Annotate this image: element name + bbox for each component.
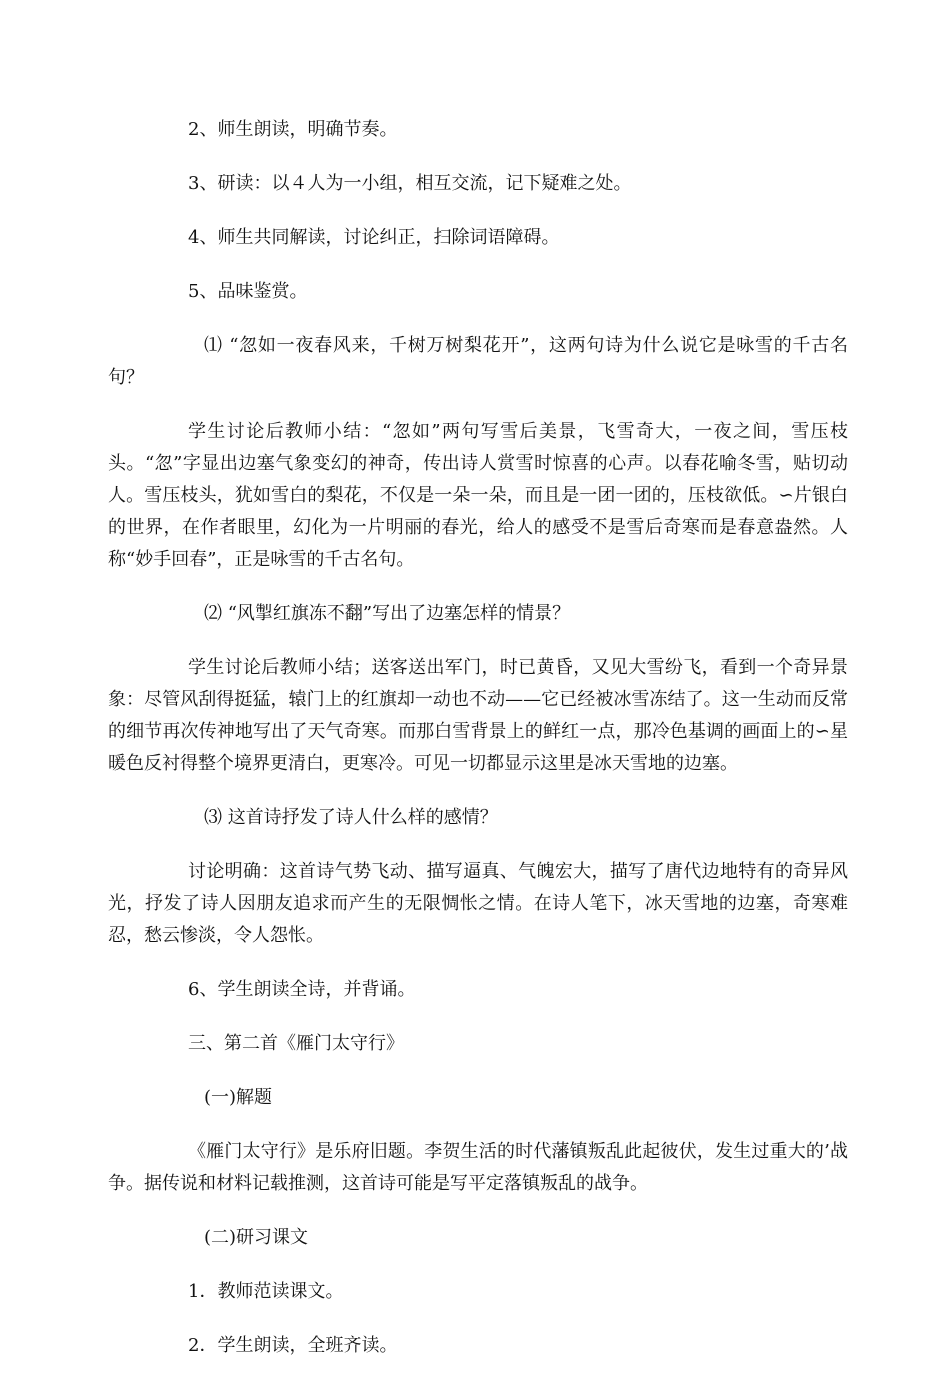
paragraph-step-6: 6、学生朗读全诗，并背诵。 <box>188 979 416 1000</box>
paragraph-step-4: 4、师生共同解读，讨论纠正，扫除词语障碍。 <box>188 227 560 248</box>
subheading-1: (一)解题 <box>204 1087 273 1108</box>
document-body <box>108 114 848 1384</box>
subheading-2: (二)研习课文 <box>204 1227 309 1248</box>
study-step-1: 1．教师范读课文。 <box>188 1281 344 1302</box>
paragraph-step-3: 3、研读：以４人为一小组，相互交流，记下疑难之处。 <box>188 173 632 194</box>
section-heading-3: 三、第二首《雁门太守行》 <box>188 1033 404 1054</box>
question-2: ⑵ “风掣红旗冻不翻”写出了边塞怎样的情景？ <box>204 603 571 624</box>
answer-2: 学生讨论后教师小结；送客送出军门，时已黄昏，又见大雪纷飞，看到一个奇异景象：尽管风刮得挺猛，辕门上的红旗却一动也不动——它已经被冰雪冻结了。这一生动而反常的细节再次传神地写出了天气奇寒。而那白雪背景上的鲜红一点，那冷色基调的画面上的∽星暖色反衬得整个境界更清白，更寒冷。可见一切都显示这里是冰天雪地的边塞。 <box>108 657 848 774</box>
title-explanation: 《雁门太守行》是乐府旧题。李贺生活的时代藩镇叛乱此起彼伏，发生过重大的’战争。据传说和材料记载推测，这首诗可能是写平定落镇叛乱的战争。 <box>108 1141 848 1194</box>
answer-3: 讨论明确：这首诗气势飞动、描写逼真、气魄宏大，描写了唐代边地特有的奇异风光，抒发了诗人因朋友追求而产生的无限惆怅之情。在诗人笔下，冰天雪地的边塞，奇寒难忍，愁云惨淡，令人怨怅。 <box>108 861 848 946</box>
answer-1: 学生讨论后教师小结：“忽如”两句写雪后美景，飞雪奇大，一夜之间，雪压枝头。“忽”字显出边塞气象变幻的神奇，传出诗人赏雪时惊喜的心声。以春花喻冬雪，贴切动人。雪压枝头，犹如雪白的梨花，不仅是一朵一朵，而且是一团一团的，压枝欲低。∽片银白的世界，在作者眼里，幻化为一片明丽的春光，给人的感受不是雪后奇寒而是春意盎然。人称“妙手回春”，正是咏雪的千古名句。 <box>108 421 848 570</box>
paragraph-step-2: 2、师生朗读，明确节奏。 <box>188 119 398 140</box>
question-3: ⑶ 这首诗抒发了诗人什么样的感情？ <box>204 807 498 828</box>
paragraph-step-5: 5、品味鉴赏。 <box>188 281 308 302</box>
study-step-2: 2．学生朗读，全班齐读。 <box>188 1335 398 1356</box>
question-1: ⑴ “忽如一夜春风来，千树万树梨花开”，这两句诗为什么说它是咏雪的千古名句？ <box>108 335 848 388</box>
